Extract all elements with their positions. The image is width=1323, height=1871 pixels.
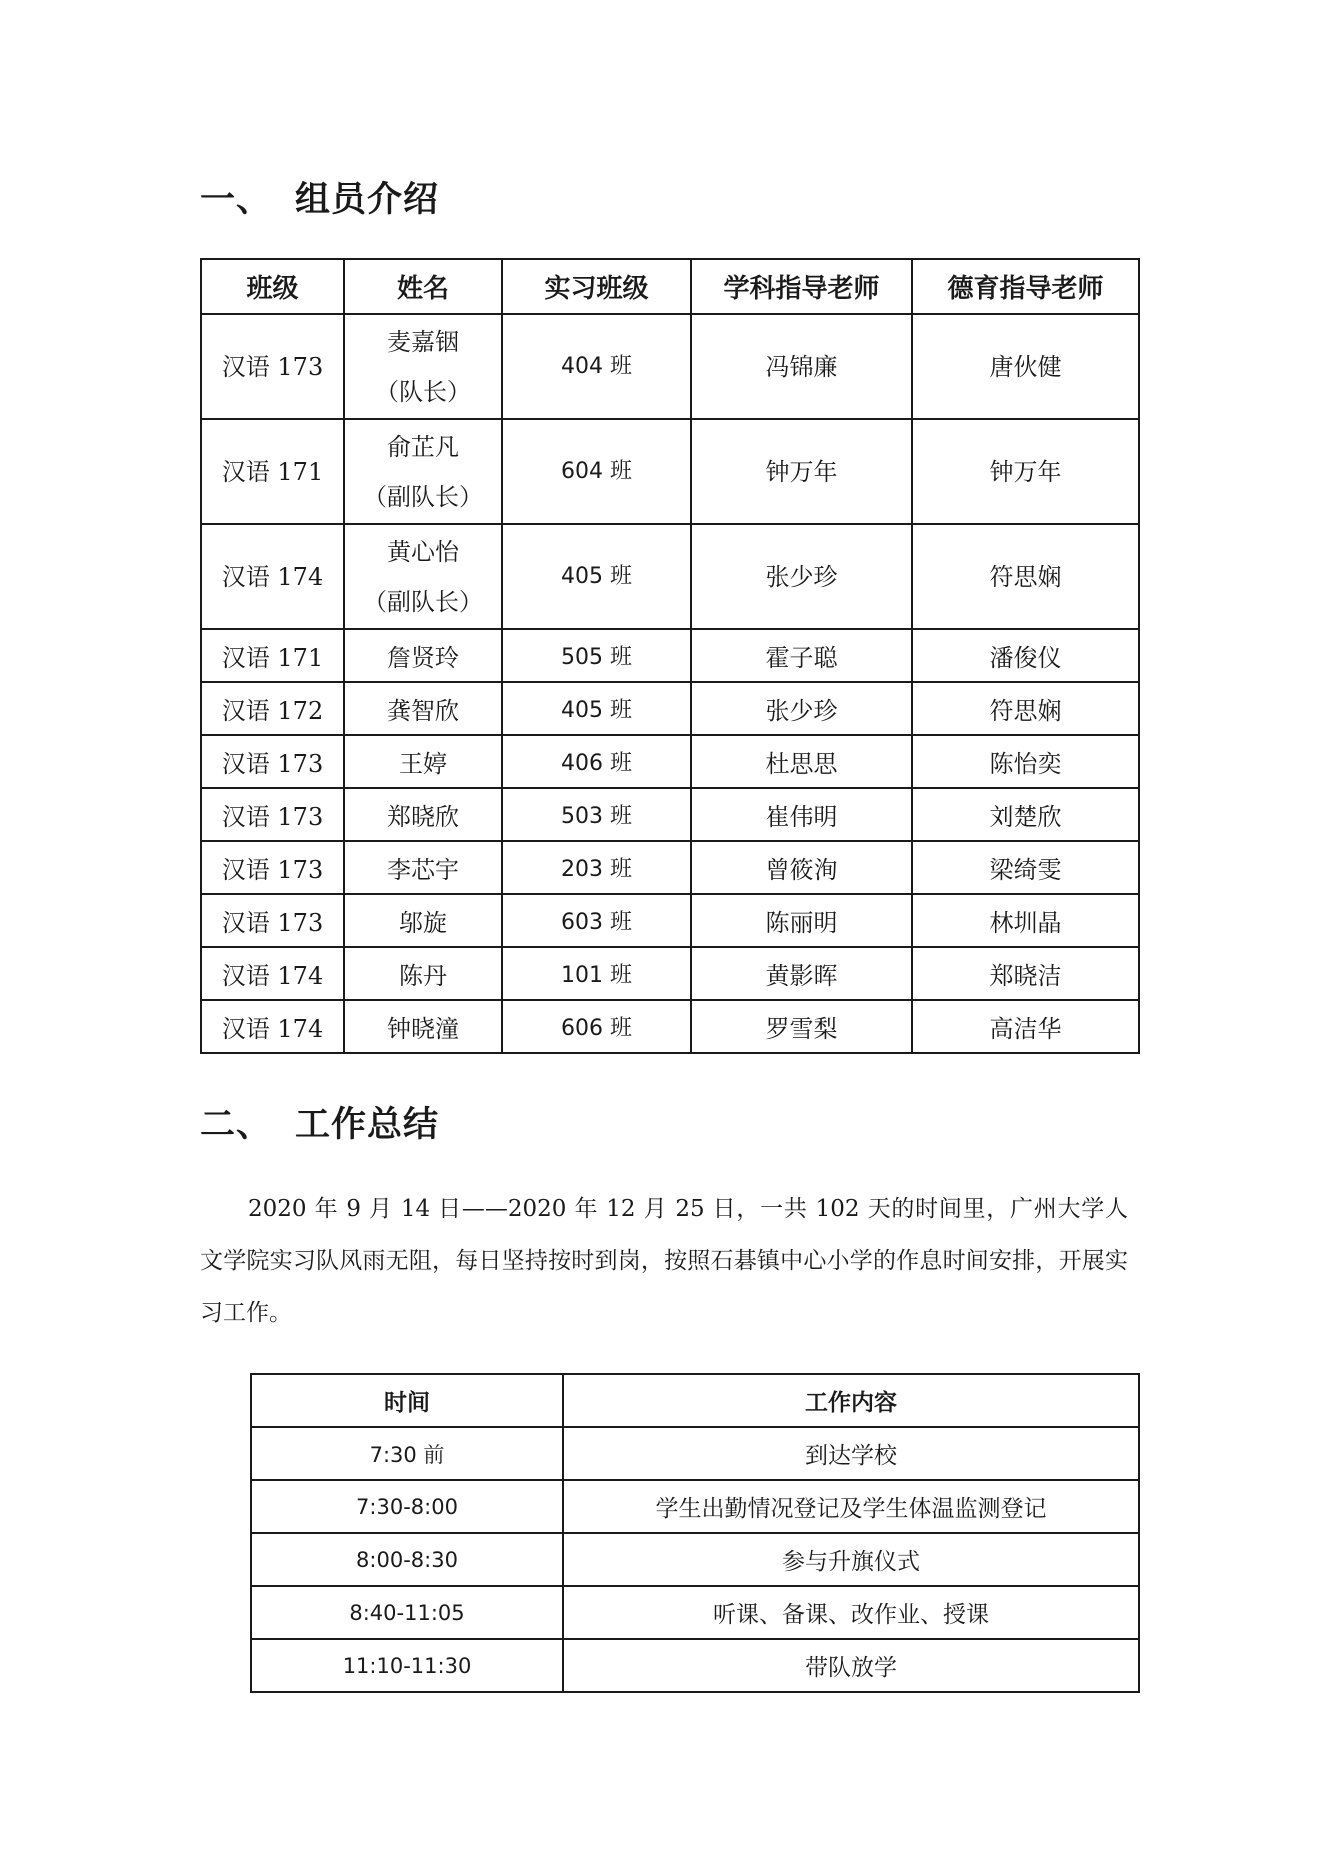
- header-time: 时间: [251, 1374, 563, 1427]
- cell-moral-teacher: 林圳晶: [912, 894, 1139, 947]
- cell-intern-class: 603 班: [502, 894, 691, 947]
- cell-subject-teacher: 张少珍: [691, 524, 912, 629]
- cell-name: [344, 788, 502, 841]
- cell-moral-teacher: 梁绮雯: [912, 841, 1139, 894]
- member-role: （队长）: [375, 377, 471, 406]
- cell-intern-class: 604 班: [502, 419, 691, 524]
- cell-intern-class: 405 班: [502, 524, 691, 629]
- summary-paragraph: 2020 年 9 月 14 日——2020 年 12 月 25 日，一共 102 天的时间里，广州大学人文学院实习队风雨无阻，每日坚持按时到岗，按照石碁镇中心小学的作息时间安排，开展实习工作。: [200, 1196, 1128, 1326]
- members-table: [200, 258, 1140, 1054]
- cell-class: 汉语 173: [201, 788, 344, 841]
- cell-moral-teacher: 郑晓洁: [912, 947, 1139, 1000]
- schedule-table-body: [251, 1427, 1139, 1692]
- cell-intern-class: 503 班: [502, 788, 691, 841]
- schedule-table: [250, 1373, 1140, 1693]
- cell-class: 汉语 173: [201, 894, 344, 947]
- table-row: [201, 841, 1139, 894]
- cell-name: [344, 735, 502, 788]
- cell-time: 7:30-8:00: [251, 1480, 563, 1533]
- cell-intern-class: 406 班: [502, 735, 691, 788]
- header-moral-teacher: 德育指导老师: [912, 259, 1139, 314]
- header-content: 工作内容: [563, 1374, 1139, 1427]
- cell-content: 到达学校: [563, 1427, 1139, 1480]
- section-title: 工作总结: [295, 1105, 440, 1145]
- table-row: [251, 1639, 1139, 1692]
- cell-class: 汉语 171: [201, 419, 344, 524]
- cell-time: 8:40-11:05: [251, 1586, 563, 1639]
- member-name: 李芯宇: [387, 856, 459, 884]
- table-row: [201, 788, 1139, 841]
- cell-moral-teacher: 刘楚欣: [912, 788, 1139, 841]
- cell-name: [344, 524, 502, 629]
- member-role: （副队长）: [363, 587, 483, 616]
- header-intern-class: 实习班级: [502, 259, 691, 314]
- cell-moral-teacher: 钟万年: [912, 419, 1139, 524]
- cell-name: [344, 947, 502, 1000]
- section-number: 一、: [200, 180, 273, 220]
- cell-class: 汉语 174: [201, 524, 344, 629]
- member-name: 麦嘉铟: [387, 327, 459, 356]
- member-name: 邬旋: [399, 909, 447, 937]
- cell-moral-teacher: 唐伙健: [912, 314, 1139, 419]
- cell-intern-class: 404 班: [502, 314, 691, 419]
- table-row: [201, 735, 1139, 788]
- cell-name: [344, 682, 502, 735]
- cell-subject-teacher: 曾筱洵: [691, 841, 912, 894]
- cell-content: 参与升旗仪式: [563, 1533, 1139, 1586]
- cell-subject-teacher: 钟万年: [691, 419, 912, 524]
- table-row: [251, 1427, 1139, 1480]
- cell-time: 8:00-8:30: [251, 1533, 563, 1586]
- cell-content: 带队放学: [563, 1639, 1139, 1692]
- cell-intern-class: 101 班: [502, 947, 691, 1000]
- member-name: 陈丹: [399, 962, 447, 990]
- cell-class: 汉语 174: [201, 1000, 344, 1053]
- member-name: 黄心怡: [387, 537, 459, 566]
- table-row: [201, 419, 1139, 524]
- cell-name: [344, 314, 502, 419]
- cell-subject-teacher: 霍子聪: [691, 629, 912, 682]
- cell-name: [344, 841, 502, 894]
- cell-intern-class: 203 班: [502, 841, 691, 894]
- cell-intern-class: 405 班: [502, 682, 691, 735]
- table-row: [201, 524, 1139, 629]
- member-name: 王婷: [399, 750, 447, 778]
- cell-time: 7:30 前: [251, 1427, 563, 1480]
- table-header-row: [201, 259, 1139, 314]
- cell-class: 汉语 171: [201, 629, 344, 682]
- member-name: 龚智欣: [387, 697, 459, 725]
- table-header-row: [251, 1374, 1139, 1427]
- member-name: 钟晓潼: [387, 1015, 459, 1043]
- header-subject-teacher: 学科指导老师: [691, 259, 912, 314]
- members-table-body: [201, 314, 1139, 1053]
- cell-time: 11:10-11:30: [251, 1639, 563, 1692]
- member-name: 俞芷凡: [387, 432, 459, 461]
- section-title: 组员介绍: [295, 180, 440, 220]
- cell-class: 汉语 173: [201, 841, 344, 894]
- cell-name: [344, 629, 502, 682]
- cell-content: 学生出勤情况登记及学生体温监测登记: [563, 1480, 1139, 1533]
- member-name: 郑晓欣: [387, 803, 459, 831]
- table-row: [201, 629, 1139, 682]
- member-name: 詹贤玲: [387, 644, 459, 672]
- cell-subject-teacher: 冯锦廉: [691, 314, 912, 419]
- cell-name: [344, 1000, 502, 1053]
- table-row: [251, 1533, 1139, 1586]
- member-role: （副队长）: [363, 482, 483, 511]
- cell-moral-teacher: 高洁华: [912, 1000, 1139, 1053]
- table-row: [201, 947, 1139, 1000]
- table-row: [201, 682, 1139, 735]
- section-heading-summary: [200, 1097, 439, 1147]
- table-row: [251, 1480, 1139, 1533]
- cell-intern-class: 606 班: [502, 1000, 691, 1053]
- table-row: [201, 1000, 1139, 1053]
- cell-moral-teacher: 潘俊仪: [912, 629, 1139, 682]
- cell-subject-teacher: 崔伟明: [691, 788, 912, 841]
- table-row: [201, 314, 1139, 419]
- table-row: [251, 1586, 1139, 1639]
- cell-subject-teacher: 张少珍: [691, 682, 912, 735]
- cell-class: 汉语 173: [201, 735, 344, 788]
- section-heading-members: [200, 172, 439, 222]
- cell-moral-teacher: 符思娴: [912, 682, 1139, 735]
- cell-class: 汉语 173: [201, 314, 344, 419]
- cell-class: 汉语 174: [201, 947, 344, 1000]
- cell-class: 汉语 172: [201, 682, 344, 735]
- cell-subject-teacher: 杜思思: [691, 735, 912, 788]
- cell-subject-teacher: 罗雪梨: [691, 1000, 912, 1053]
- table-row: [201, 894, 1139, 947]
- cell-subject-teacher: 黄影晖: [691, 947, 912, 1000]
- section-number: 二、: [200, 1105, 273, 1145]
- cell-moral-teacher: 陈怡奕: [912, 735, 1139, 788]
- cell-name: [344, 894, 502, 947]
- cell-content: 听课、备课、改作业、授课: [563, 1586, 1139, 1639]
- cell-intern-class: 505 班: [502, 629, 691, 682]
- header-class: 班级: [201, 259, 344, 314]
- cell-moral-teacher: 符思娴: [912, 524, 1139, 629]
- cell-subject-teacher: 陈丽明: [691, 894, 912, 947]
- cell-name: [344, 419, 502, 524]
- header-name: 姓名: [344, 259, 502, 314]
